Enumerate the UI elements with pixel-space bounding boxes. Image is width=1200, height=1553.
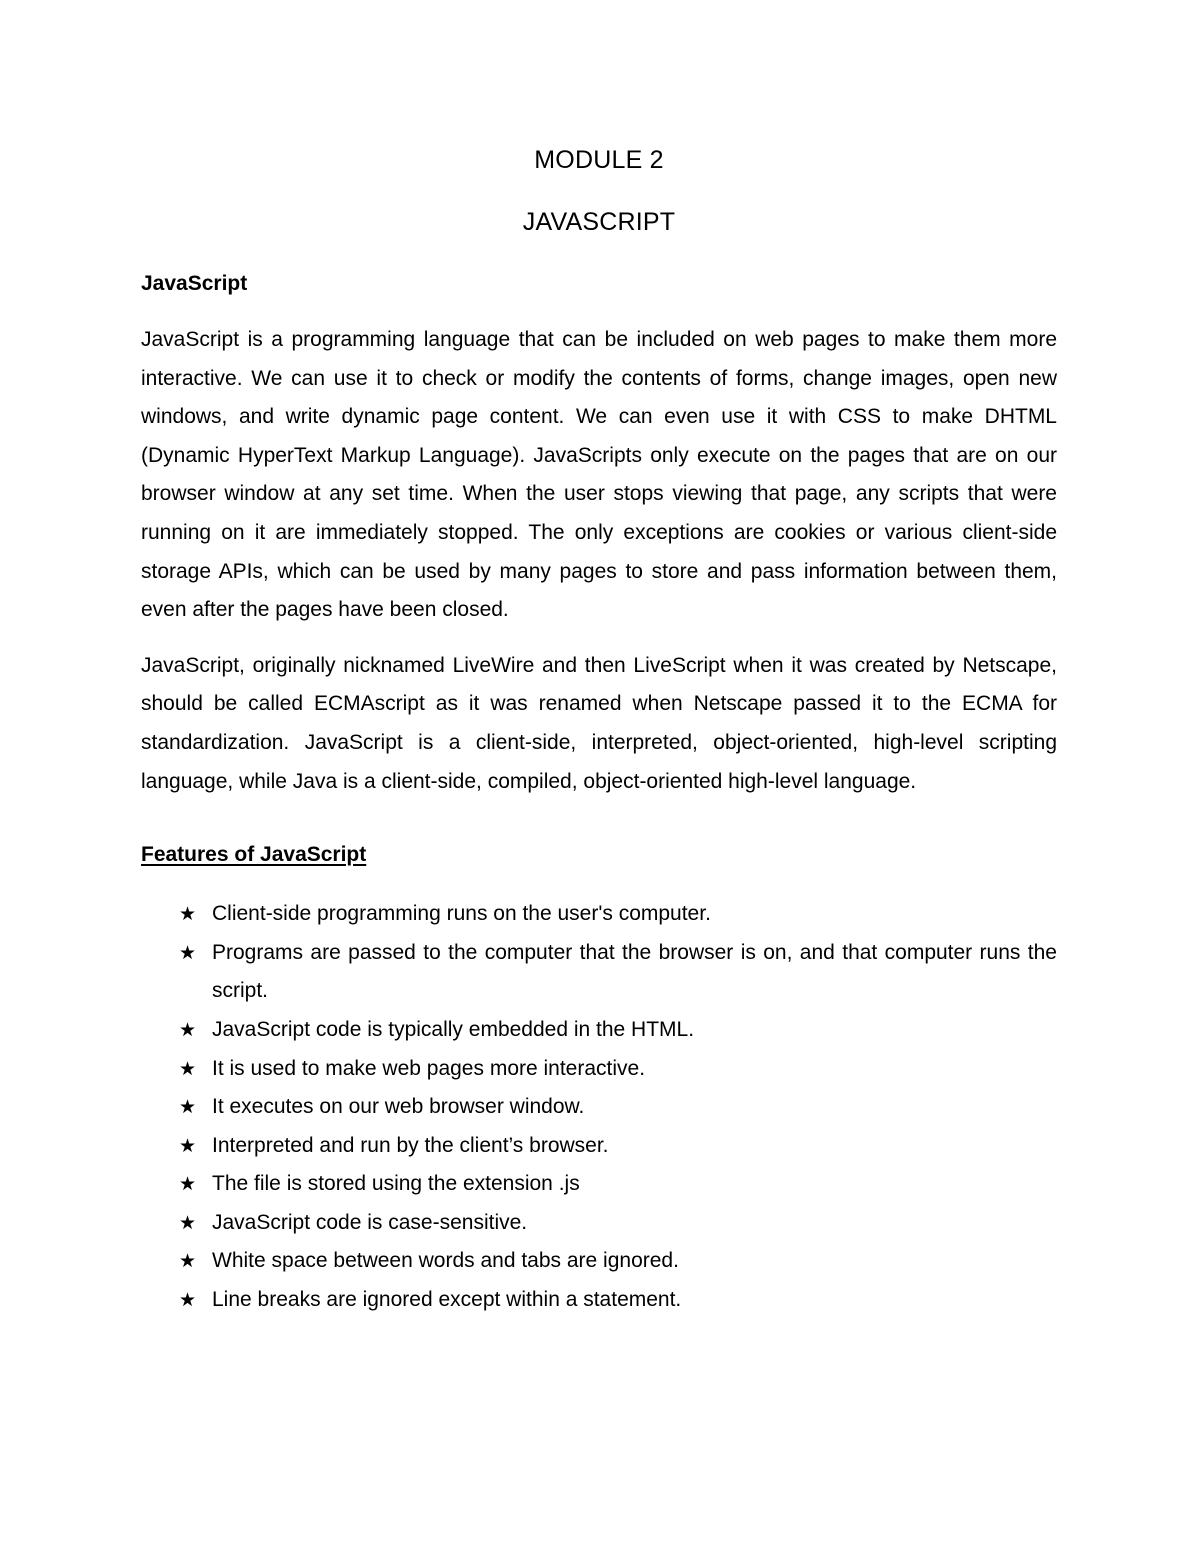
star-icon: ★ bbox=[179, 1173, 197, 1196]
feature-item bbox=[141, 1127, 1057, 1166]
document-content bbox=[141, 140, 1057, 1320]
feature-text: The file is stored using the extension .js bbox=[212, 1172, 580, 1196]
star-icon: ★ bbox=[179, 1250, 197, 1273]
history-paragraph: JavaScript, originally nicknamed LiveWire and then LiveScript when it was created by Netscape, should be called ECMAscript as it was renamed when Netscape passed it to the ECMA for standardization. JavaScript is a client-side, interpreted, object-oriented, high-level scripting language, while Java is a client-side, compiled, object-oriented high-level language. bbox=[141, 653, 1057, 793]
feature-item bbox=[141, 1281, 1057, 1320]
feature-text: Interpreted and run by the client’s browser. bbox=[212, 1133, 609, 1157]
feature-text: Client-side programming runs on the user's computer. bbox=[212, 902, 711, 926]
feature-item bbox=[141, 1050, 1057, 1089]
intro-heading: JavaScript bbox=[141, 272, 248, 295]
feature-text: JavaScript code is case-sensitive. bbox=[212, 1210, 528, 1234]
star-icon: ★ bbox=[179, 1134, 197, 1157]
feature-item bbox=[141, 1011, 1057, 1050]
feature-text: Line breaks are ignored except within a statement. bbox=[212, 1288, 682, 1312]
star-icon: ★ bbox=[179, 1289, 197, 1312]
star-icon: ★ bbox=[179, 1018, 197, 1041]
intro-paragraph: JavaScript is a programming language that can be included on web pages to make them more interactive. We can use it to check or modify the contents of forms, change images, open new windows, and write dynamic page content. We can even use it with CSS to make DHTML (Dynamic HyperText Markup Language). JavaScripts only execute on the pages that are on our browser window at any set time. When the user stops viewing that page, any scripts that were running on it are immediately stopped. The only exceptions are cookies or various client-side storage APIs, which can be used by many pages to store and pass information between them, even after the pages have been closed. bbox=[141, 328, 1057, 622]
feature-text: It is used to make web pages more interactive. bbox=[212, 1056, 646, 1080]
feature-item bbox=[141, 1204, 1057, 1243]
star-icon: ★ bbox=[179, 941, 197, 964]
feature-text: White space between words and tabs are ignored. bbox=[212, 1249, 679, 1273]
star-icon: ★ bbox=[179, 1211, 197, 1234]
star-icon: ★ bbox=[179, 1096, 197, 1119]
feature-item bbox=[141, 1242, 1057, 1281]
star-icon: ★ bbox=[179, 903, 197, 926]
feature-item bbox=[141, 1165, 1057, 1204]
feature-item bbox=[141, 895, 1057, 934]
star-icon: ★ bbox=[179, 1057, 197, 1080]
feature-text: JavaScript code is typically embedded in the HTML. bbox=[212, 1017, 695, 1041]
features-heading: Features of JavaScript bbox=[141, 843, 367, 867]
feature-text: Programs are passed to the computer that the browser is on, and that computer runs the script. bbox=[212, 940, 1057, 1003]
subject-title: JAVASCRIPT bbox=[522, 208, 676, 236]
features-list bbox=[141, 895, 1057, 1320]
module-title: MODULE 2 bbox=[534, 146, 664, 174]
feature-text: It executes on our web browser window. bbox=[212, 1095, 585, 1119]
feature-item bbox=[141, 934, 1057, 1011]
feature-item bbox=[141, 1088, 1057, 1127]
